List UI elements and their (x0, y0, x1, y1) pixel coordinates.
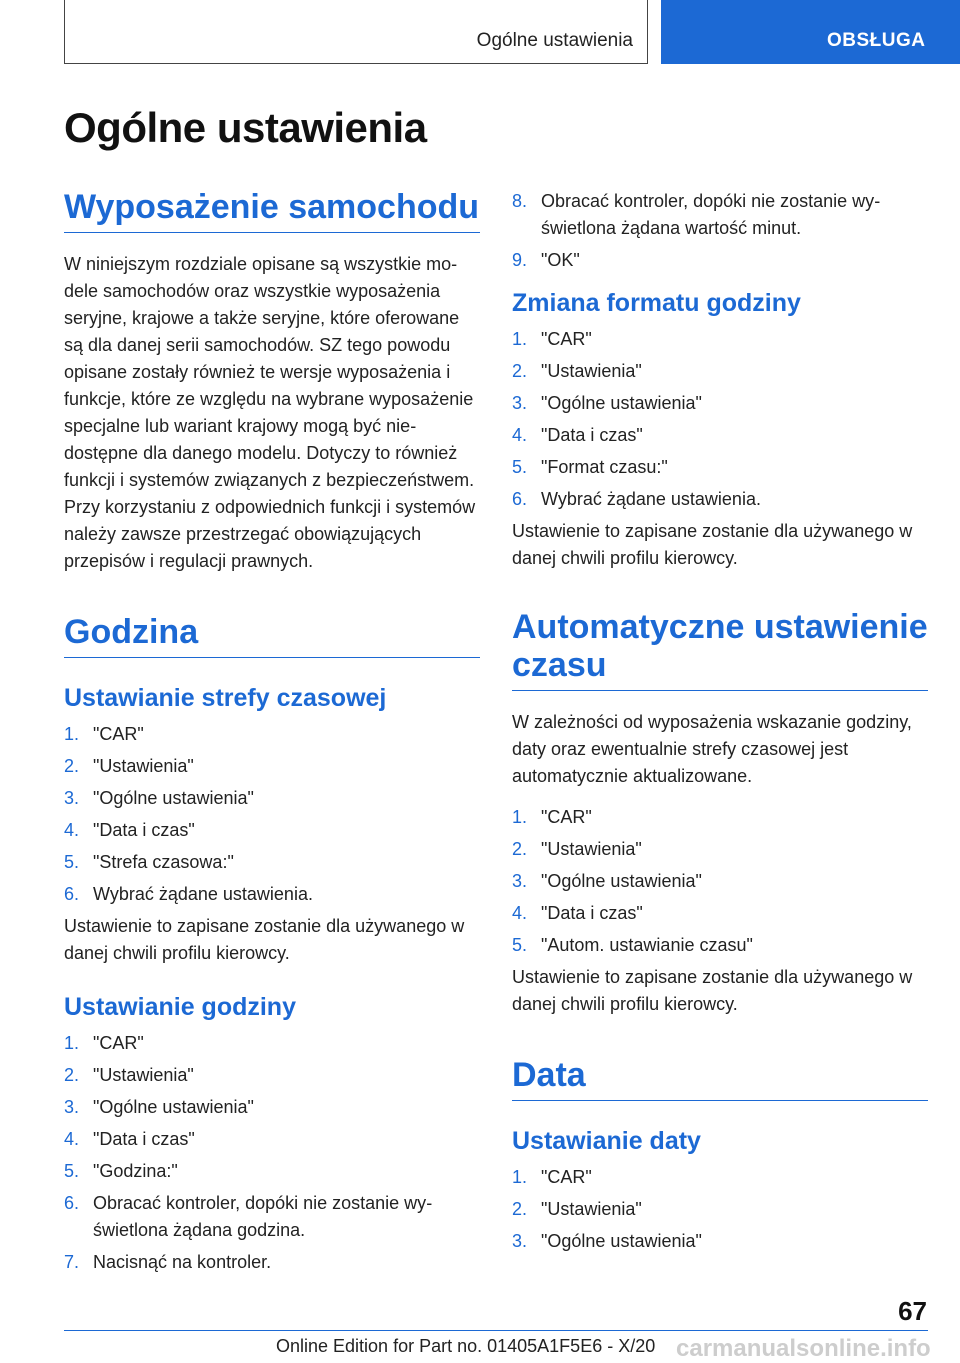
list-item (64, 817, 480, 844)
step-number: 1. (64, 1033, 80, 1054)
step-number: 5. (64, 852, 80, 873)
list-item (64, 785, 480, 812)
step-number: 9. (512, 250, 528, 270)
breadcrumb: Ogólne ustawienia (476, 30, 633, 51)
section-tab-label: OBSŁUGA (827, 30, 926, 51)
edition-note: Online Edition for Part no. 01405A1F5E6 - X/20 (276, 1336, 656, 1356)
footer-divider (64, 1330, 928, 1331)
list-item (512, 932, 928, 959)
step-text: "Ustawienia" (541, 1199, 642, 1220)
step-number: 5. (64, 1161, 80, 1182)
step-text: "Ustawienia" (93, 756, 194, 777)
right-column (512, 188, 928, 1260)
heading-clock: Godzina (64, 613, 480, 658)
set-time-steps (64, 1030, 480, 1276)
auto-time-steps (512, 804, 928, 959)
step-number: 6. (64, 884, 80, 905)
step-number: 7. (64, 1252, 80, 1273)
timezone-note: Ustawienie to zapisane zostanie dla używanego w danej chwili profilu kierowcy. (64, 916, 465, 964)
step-number: 1. (512, 1167, 528, 1188)
step-text: "Data i czas" (93, 820, 195, 841)
time-format-steps (512, 326, 928, 513)
list-item (64, 721, 480, 748)
step-number: 8. (512, 191, 528, 211)
step-text: "CAR" (541, 807, 592, 828)
list-item (512, 1196, 928, 1223)
step-text: "Ogólne ustawienia" (93, 1097, 254, 1118)
heading-time-format: Zmiana formatu godziny (512, 289, 801, 317)
page-number: 67 (898, 1296, 927, 1326)
step-number: 5. (512, 935, 528, 956)
step-text: "CAR" (541, 1167, 592, 1188)
step-number: 1. (64, 724, 80, 745)
heading-set-time: Ustawianie godziny (64, 993, 296, 1022)
section-tab[interactable] (661, 0, 960, 64)
list-item (512, 1164, 928, 1191)
step-number: 3. (64, 1097, 80, 1118)
list-item (64, 1094, 480, 1121)
heading-set-date: Ustawianie daty (512, 1127, 701, 1156)
step-number: 3. (512, 393, 528, 413)
step-number: 1. (512, 807, 528, 828)
page-title: Ogólne ustawienia (64, 104, 427, 151)
list-item (64, 1062, 480, 1089)
step-text: "CAR" (93, 724, 144, 745)
list-item (64, 1126, 480, 1153)
step-number: 6. (512, 489, 528, 509)
watermark-logo: carmanualsonline.info (676, 1335, 931, 1362)
time-format-note: Ustawienie to zapisane zostanie dla używanego w danej chwili profilu kierowcy. (512, 521, 913, 568)
step-number: 5. (512, 457, 528, 477)
step-text: "Ogólne ustawienia" (541, 393, 702, 413)
step-text: Wybrać żądane ustawienia. (93, 884, 313, 905)
step-text: "Ustawienia" (541, 361, 642, 381)
step-text: "Ustawienia" (541, 839, 642, 860)
heading-date: Data (512, 1056, 928, 1101)
heading-timezone: Ustawianie strefy czasowej (64, 684, 387, 713)
list-item (512, 1228, 928, 1255)
set-time-steps-continued (512, 188, 928, 274)
step-text: "Autom. ustawianie czasu" (541, 935, 753, 956)
list-item (64, 849, 480, 876)
step-text: "Ustawienia" (93, 1065, 194, 1086)
step-number: 3. (512, 871, 528, 892)
list-item (64, 753, 480, 780)
step-number: 4. (64, 1129, 80, 1150)
step-number: 2. (512, 1199, 528, 1220)
list-item (512, 486, 928, 513)
list-item (512, 326, 928, 353)
step-number: 2. (512, 361, 528, 381)
heading-equipment: Wyposażenie samochodu (64, 188, 480, 233)
list-item (64, 881, 480, 908)
step-number: 3. (512, 1231, 528, 1252)
step-text: "Ogólne ustawienia" (541, 871, 702, 892)
step-number: 2. (512, 839, 528, 860)
left-column (64, 188, 480, 1281)
step-text: "Data i czas" (541, 903, 643, 924)
step-text: "CAR" (93, 1033, 144, 1054)
step-number: 6. (64, 1193, 80, 1214)
step-number: 4. (512, 903, 528, 924)
list-item (512, 422, 928, 449)
step-text: Obracać kontroler, dopóki nie zostanie wyświetlona żądana wartość minut. (541, 191, 881, 238)
list-item (512, 900, 928, 927)
list-item (512, 390, 928, 417)
auto-time-paragraph: W zależności od wyposażenia wskazanie godziny, daty oraz ewentualnie strefy czasowej jest automatycznie aktualizowane. (512, 712, 912, 787)
step-number: 3. (64, 788, 80, 809)
timezone-steps (64, 721, 480, 908)
step-text: "Data i czas" (93, 1129, 195, 1150)
step-text: "OK" (541, 250, 580, 270)
step-number: 2. (64, 1065, 80, 1086)
step-text: "CAR" (541, 329, 592, 349)
step-text: "Strefa czasowa:" (93, 852, 234, 873)
step-text: "Ogólne ustawienia" (541, 1231, 702, 1252)
list-item (512, 804, 928, 831)
list-item (512, 188, 928, 242)
list-item (64, 1030, 480, 1057)
step-number: 2. (64, 756, 80, 777)
step-number: 4. (512, 425, 528, 445)
heading-auto-time: Automatyczne ustawienie czasu (512, 608, 928, 691)
list-item (512, 836, 928, 863)
list-item (512, 247, 928, 274)
set-date-steps (512, 1164, 928, 1255)
list-item (64, 1190, 480, 1244)
step-text: Wybrać żądane ustawienia. (541, 489, 761, 509)
auto-time-note: Ustawienie to zapisane zostanie dla używanego w danej chwili profilu kierowcy. (512, 967, 913, 1015)
step-text: "Ogólne ustawienia" (93, 788, 254, 809)
step-text: "Format czasu:" (541, 457, 668, 477)
list-item (64, 1158, 480, 1185)
list-item (64, 1249, 480, 1276)
list-item (512, 358, 928, 385)
list-item (512, 868, 928, 895)
header-breadcrumb-box (64, 0, 648, 64)
step-text: Obracać kontroler, dopóki nie zostanie wyświetlona żądana godzina. (93, 1193, 433, 1241)
step-number: 4. (64, 820, 80, 841)
step-text: Nacisnąć na kontroler. (93, 1252, 272, 1273)
step-text: "Data i czas" (541, 425, 643, 445)
step-number: 1. (512, 329, 528, 349)
equipment-paragraph: W niniejszym rozdziale opisane są wszystkie modele samochodów oraz wszystkie wyposażenia seryjne, krajowe a także seryjne, które oferowane są dla danej serii samochodów. SZ tego powodu opisane zostały również te wersje wyposażenia i funkcje, które ze względu na wybrane wyposażenie specjalne lub wariant krajowy mogą być niedostępne dla danego modelu. Dotyczy to również funkcji i systemów związanych z bezpieczeństwem. Przy korzystaniu z odpowiednich funkcji i systemów należy zawsze przestrzegać obowiązujących przepisów i regulacji prawnych. (64, 254, 476, 572)
list-item (512, 454, 928, 481)
step-text: "Godzina:" (93, 1161, 178, 1182)
